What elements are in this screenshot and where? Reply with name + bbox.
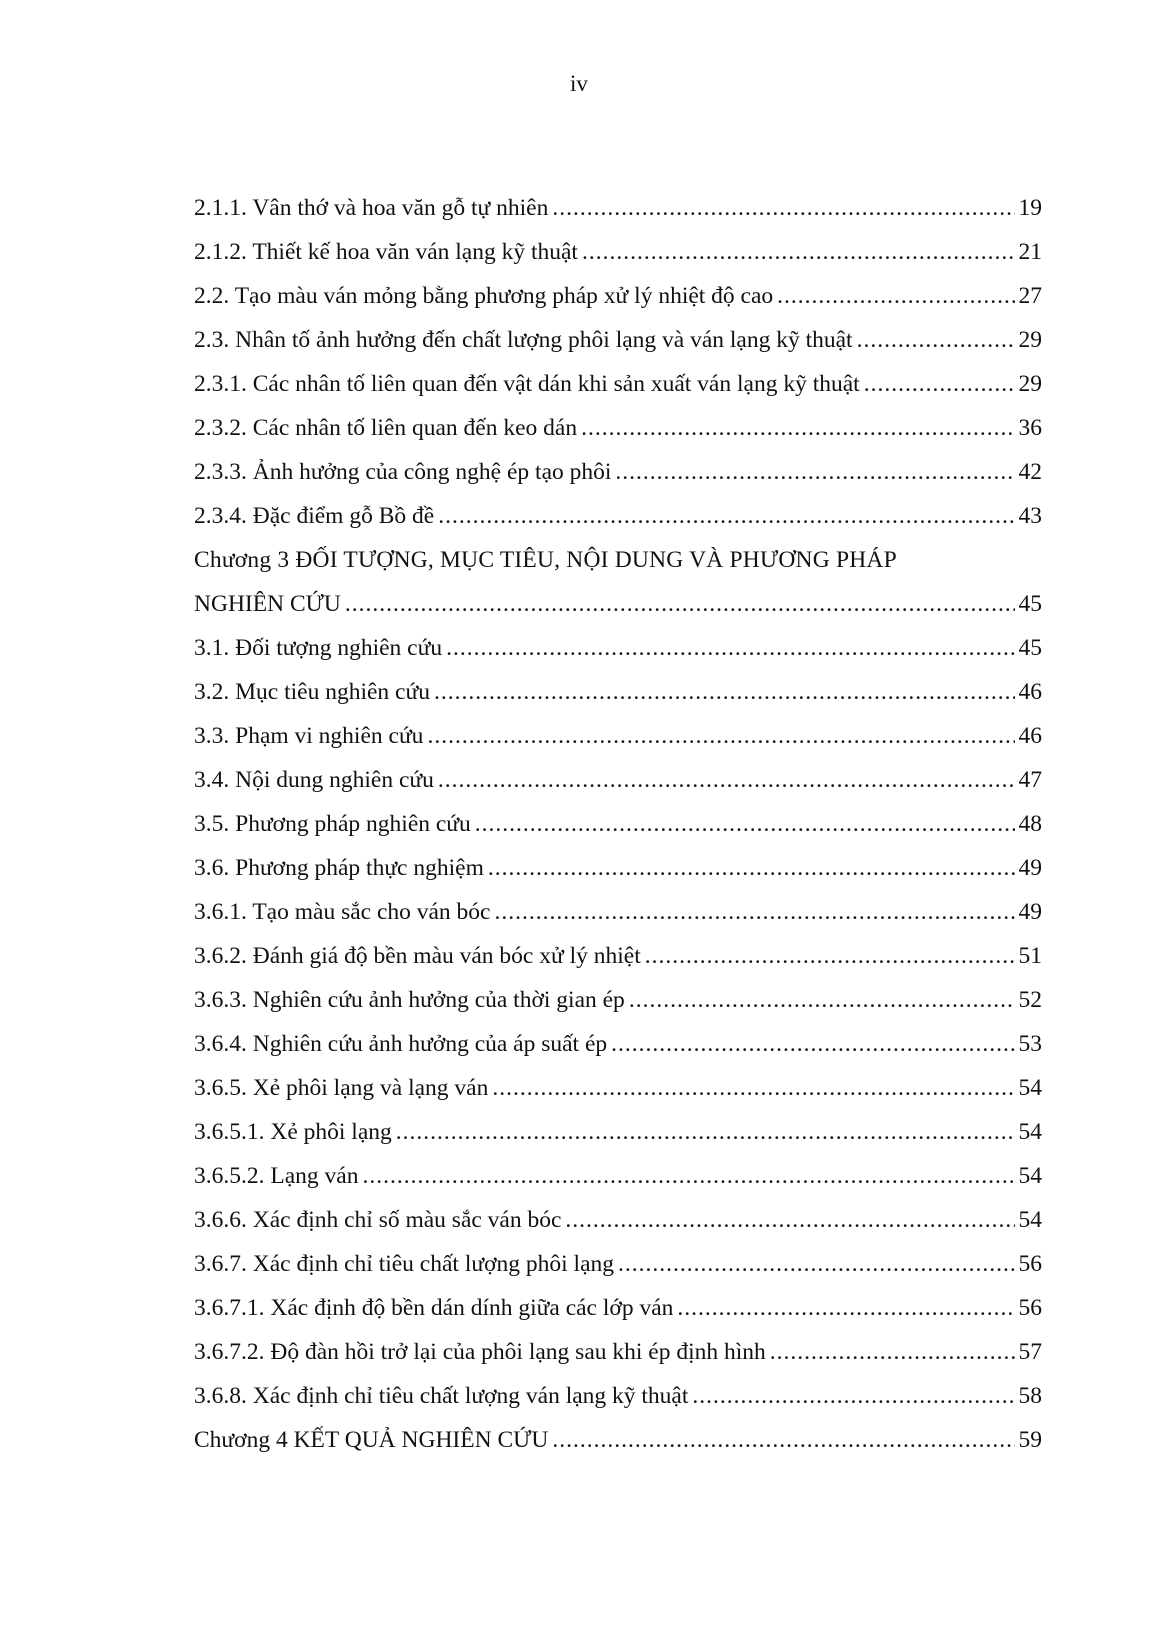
toc-entry [194,318,1042,362]
dot-leader [692,1374,1014,1418]
toc-entry [194,1110,1042,1154]
toc-entry-page: 57 [1018,1339,1042,1365]
toc-entry-page: 54 [1018,1207,1042,1233]
toc-entry-page: 59 [1018,1427,1042,1453]
table-of-contents [194,186,1042,1462]
toc-entry-title: 2.2. Tạo màu ván mỏng bằng phương pháp xử lý nhiệt độ cao [194,283,774,309]
toc-entry [194,494,1042,538]
dot-leader [396,1110,1015,1154]
toc-entry [194,450,1042,494]
toc-entry-title: 3.6.7.2. Độ đàn hồi trở lại của phôi lạng sau khi ép định hình [194,1339,766,1365]
dot-leader [857,318,1015,362]
dot-leader [552,186,1014,230]
toc-entry-page: 56 [1018,1251,1042,1277]
toc-entry-title: 2.3.3. Ảnh hưởng của công nghệ ép tạo phôi [194,459,612,485]
toc-entry-title: 2.1.2. Thiết kế hoa văn ván lạng kỹ thuật [194,239,578,265]
toc-entry [194,758,1042,802]
toc-entry-page: 27 [1018,283,1042,309]
toc-entry [194,274,1042,318]
toc-entry-page: 45 [1018,635,1042,661]
toc-entry [194,1198,1042,1242]
toc-entry-page: 48 [1018,811,1042,837]
toc-entry-title: NGHIÊN CỨU [194,591,341,617]
toc-entry-page: 46 [1018,679,1042,705]
toc-entry-page: 47 [1018,767,1042,793]
dot-leader [611,1022,1014,1066]
toc-entry [194,1286,1042,1330]
toc-entry-page: 43 [1018,503,1042,529]
dot-leader [495,890,1015,934]
toc-entry-title: 2.3.2. Các nhân tố liên quan đến keo dán [194,415,578,441]
dot-leader [362,1154,1014,1198]
toc-entry-page: 54 [1018,1119,1042,1145]
dot-leader [438,758,1015,802]
toc-entry-page: 52 [1018,987,1042,1013]
toc-entry-page: 29 [1018,327,1042,353]
toc-entry [194,1066,1042,1110]
dot-leader [345,582,1015,626]
toc-entry-title: 3.6.3. Nghiên cứu ảnh hưởng của thời gian ép [194,987,625,1013]
toc-entry-page: 49 [1018,899,1042,925]
toc-entry [194,1418,1042,1462]
toc-entry-title: 3.6. Phương pháp thực nghiệm [194,855,484,881]
toc-entry-title: 3.6.2. Đánh giá độ bền màu ván bóc xử lý nhiệt [194,943,641,969]
toc-entry-title: 2.1.1. Vân thớ và hoa văn gỗ tự nhiên [194,195,549,221]
toc-entry-title: 3.2. Mục tiêu nghiên cứu [194,679,430,705]
page-number: iv [570,71,588,96]
toc-entry-page: 53 [1018,1031,1042,1057]
toc-entry-title: 3.6.5. Xẻ phôi lạng và lạng ván [194,1075,489,1101]
toc-entry-page: 49 [1018,855,1042,881]
toc-entry-page: 45 [1018,591,1042,617]
toc-entry [194,1330,1042,1374]
dot-leader [434,670,1015,714]
toc-entry-page: 21 [1018,239,1042,265]
toc-entry-title: 3.6.4. Nghiên cứu ảnh hưởng của áp suất ép [194,1031,608,1057]
dot-leader [582,230,1015,274]
toc-entry-title: Chương 4 KẾT QUẢ NGHIÊN CỨU [194,1427,549,1453]
toc-entry [194,670,1042,714]
dot-leader [864,362,1015,406]
toc-entry-title: 3.4. Nội dung nghiên cứu [194,767,434,793]
dot-leader [438,494,1014,538]
dot-leader [618,1242,1014,1286]
toc-entry [194,890,1042,934]
toc-entry [194,582,1042,626]
toc-entry-page: 56 [1018,1295,1042,1321]
toc-entry [194,406,1042,450]
toc-entry [194,1242,1042,1286]
toc-entry-title: 3.6.1. Tạo màu sắc cho ván bóc [194,899,491,925]
toc-entry [194,978,1042,1022]
toc-entry [194,1154,1042,1198]
toc-entry [194,626,1042,670]
toc-entry-page: 58 [1018,1383,1042,1409]
dot-leader [552,1418,1014,1462]
toc-entry-title: 2.3.1. Các nhân tố liên quan đến vật dán khi sản xuất ván lạng kỹ thuật [194,371,860,397]
toc-entry-page: 42 [1018,459,1042,485]
toc-entry-title: 3.5. Phương pháp nghiên cứu [194,811,471,837]
toc-entry-page: 51 [1018,943,1042,969]
toc-entry [194,186,1042,230]
toc-entry-title: 3.1. Đối tượng nghiên cứu [194,635,443,661]
toc-entry-title: 3.6.5.1. Xẻ phôi lạng [194,1119,392,1145]
toc-entry [194,714,1042,758]
dot-leader [475,802,1015,846]
toc-entry-page: 54 [1018,1163,1042,1189]
toc-entry-title: 3.6.6. Xác định chỉ số màu sắc ván bóc [194,1207,562,1233]
toc-entry-title: 3.6.8. Xác định chỉ tiêu chất lượng ván lạng kỹ thuật [194,1383,689,1409]
dot-leader [565,1198,1014,1242]
dot-leader [645,934,1015,978]
chapter-title-line: Chương 3 ĐỐI TƯỢNG, MỤC TIÊU, NỘI DUNG VÀ PHƯƠNG PHÁP [194,547,897,573]
toc-entry-title: 3.6.7.1. Xác định độ bền dán dính giữa các lớp ván [194,1295,674,1321]
toc-entry-title: 3.6.5.2. Lạng ván [194,1163,359,1189]
toc-entry-page: 29 [1018,371,1042,397]
dot-leader [488,846,1015,890]
dot-leader [777,274,1014,318]
toc-entry [194,362,1042,406]
toc-entry-title: 3.6.7. Xác định chỉ tiêu chất lượng phôi lạng [194,1251,615,1277]
toc-entry [194,846,1042,890]
toc-entry-title: 2.3. Nhân tố ảnh hưởng đến chất lượng phôi lạng và ván lạng kỹ thuật [194,327,853,353]
dot-leader [492,1066,1014,1110]
dot-leader [581,406,1014,450]
dot-leader [677,1286,1014,1330]
toc-entry [194,230,1042,274]
dot-leader [446,626,1014,670]
toc-entry-page: 46 [1018,723,1042,749]
toc-entry-page: 36 [1018,415,1042,441]
toc-entry-page: 19 [1018,195,1042,221]
dot-leader [427,714,1014,758]
toc-entry [194,934,1042,978]
toc-entry [194,1022,1042,1066]
toc-entry-title: 2.3.4. Đặc điểm gỗ Bồ đề [194,503,435,529]
toc-entry [194,802,1042,846]
toc-entry-title: 3.3. Phạm vi nghiên cứu [194,723,424,749]
toc-entry [194,1374,1042,1418]
dot-leader [629,978,1015,1022]
dot-leader [615,450,1014,494]
toc-chapter-heading [194,538,1042,582]
toc-entry-page: 54 [1018,1075,1042,1101]
dot-leader [770,1330,1015,1374]
